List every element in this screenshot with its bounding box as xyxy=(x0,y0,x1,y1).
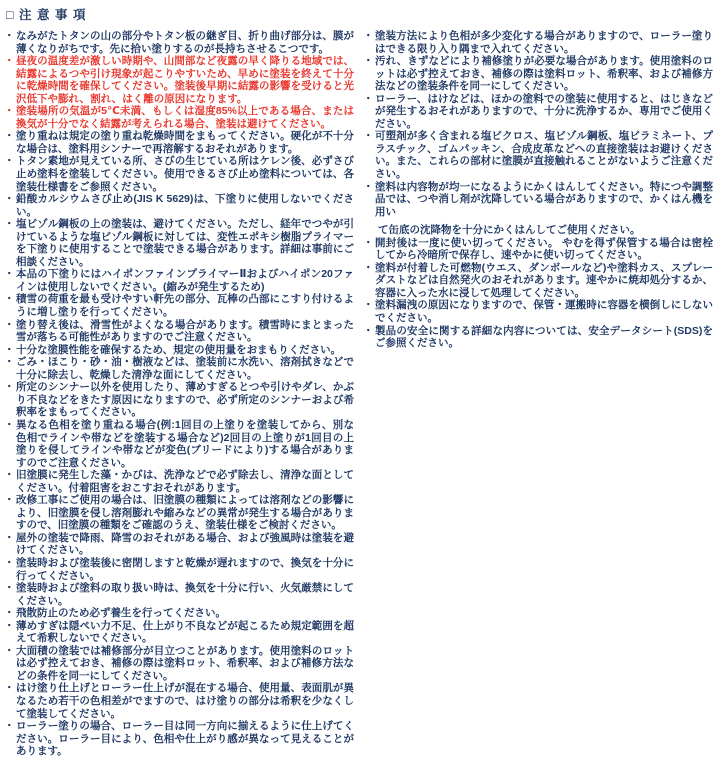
notice-item-text: 塗装方法により色相が多少変化する場合がありますので、ローラー塗りはできる限り入り隅まで入れてください。 xyxy=(375,30,713,55)
notice-item-text: 塗り重ねは規定の塗り重ね乾燥時間をまもってください。硬化が不十分な場合は、塗料用シンナーで再溶解するおそれがあります。 xyxy=(16,130,354,155)
left-column xyxy=(6,30,354,758)
notice-item xyxy=(6,193,354,218)
notice-item xyxy=(6,532,354,557)
notice-item xyxy=(6,419,354,469)
notice-item-text: 塩ビゾル鋼板の上の塗装は、避けてください。ただし、経年でつやが引けているような塩ビゾル鋼板に対しては、変性エポキシ樹脂プライマーを下塗りに使用することで塗装できる場合があります。詳細は事前にご相談ください。 xyxy=(16,218,354,268)
notice-item-text: 所定のシンナー以外を使用したり、薄めすぎるとつや引けやダレ、かぶり不良などをきたす原因になりますので、必ず所定のシンナーおよび希釈率をまもってください。 xyxy=(16,381,354,419)
notice-item-text: ローラー、はけなどは、ほかの塗料での塗装に使用すると、はじきなどが発生するおそれがありますので、十分に洗浄するか、専用でご使用ください。 xyxy=(375,92,713,130)
notice-list-left xyxy=(6,30,354,758)
notice-item-text: 積雪の荷重を最も受けやすい軒先の部分、瓦棒の凸部にこすり付けるように増し塗りを行ってください。 xyxy=(16,293,354,319)
notice-item-text: 旧塗膜に発生した藻・かびは、洗浄などで必ず除去し、清浄な面としてください。付着阻害をおこすおそれがあります。 xyxy=(16,469,354,494)
notice-item-text: 塗料が付着した可燃物(ウエス、ダンボールなど)や塗料カス、スプレーダストなどは自然発火のおそれがあります。速やかに焼却処分するか、容器に入った水に浸して処理してください。 xyxy=(375,261,713,299)
notice-item-text: トタン素地が見えている所、さびの生じている所はケレン後、必ずさび止め塗料を塗装してください。使用できるさび止め塗料については、各塗装仕様書をご参照ください。 xyxy=(16,155,354,193)
notice-item xyxy=(365,262,713,300)
notice-item xyxy=(6,645,354,683)
notice-item xyxy=(6,319,354,344)
notice-item xyxy=(365,30,713,55)
notice-item xyxy=(6,607,354,620)
notice-item-text: 薄めすぎは隠ぺい力不足、仕上がり不良などが起こるため規定範囲を超えて希釈しないでください。 xyxy=(16,619,354,645)
notice-item xyxy=(6,218,354,268)
notice-item-text: 製品の安全に関する詳細な内容については、安全データシート(SDS)をご参照ください。 xyxy=(375,324,713,350)
notice-item xyxy=(6,381,354,419)
notice-item-text: 汚れ、きずなどにより補修塗りが必要な場合があります。使用塗料のロットは必ず控えておき、補修の際は塗料ロット、希釈率、および補修方法などの塗装条件を同一にしてください。 xyxy=(375,55,713,93)
notice-item-text-continued: て缶底の沈降物を十分にかくはんしてご使用ください。 xyxy=(378,224,641,237)
notice-columns xyxy=(6,30,713,758)
notice-item-text: ローラー塗りの場合、ローラー目は同一方向に揃えるように仕上げてください。ローラー目により、色相や仕上がり感が異なって見えることがあります。 xyxy=(16,720,354,758)
notice-list-right xyxy=(365,30,713,350)
notice-item-text: 塗装場所の気温が5℃未満、もしくは湿度85%以上である場合、または換気が十分でなく結露が考えられる場合、塗装は避けてください。 xyxy=(16,105,354,130)
notice-item-text: 十分な塗膜性能を確保するため、規定の使用量をおまもりください。 xyxy=(16,343,342,356)
notice-item xyxy=(365,325,713,350)
notice-item xyxy=(6,155,354,193)
notice-item xyxy=(365,181,713,237)
notice-item xyxy=(6,30,354,55)
notice-item xyxy=(365,130,713,180)
notice-item-text: 開封後は一度に使い切ってください。 やむを得ず保管する場合は密栓してから冷暗所で保存し、速やかに使い切ってください。 xyxy=(375,236,713,262)
notice-item xyxy=(6,557,354,582)
notice-item-text: 大面積の塗装では補修部分が目立つことがあります。使用塗料のロットは必ず控えておき、補修の際は塗料ロット、希釈率、および補修方法などの条件を同一にしてください。 xyxy=(16,644,354,682)
right-column xyxy=(365,30,713,758)
notice-item-text: 塗料は内容物が均一になるようにかくはんしてください。特につや調整品では、つや消し剤が沈降している場合がありますので、かくはん機を用い xyxy=(375,180,713,218)
notice-item-text: 飛散防止のため必ず養生を行ってください。 xyxy=(16,607,226,620)
notice-item-text: 可塑剤が多く含まれる塩ビクロス、塩ビゾル鋼板、塩ビラミネート、プラスチック、ゴムパッキン、合成皮革などへの直接塗装はお避けください。また、これらの部材に塗膜が直接触れることがないようご注意ください。 xyxy=(375,130,713,181)
notice-item xyxy=(6,356,354,381)
notice-item-text: ごみ・ほこり・砂・油・樹液などは、塗装前に水洗い、溶剤拭きなどで十分に除去し、乾燥した清浄な面にしてください。 xyxy=(16,356,354,381)
notice-item xyxy=(365,299,713,324)
notice-item xyxy=(6,55,354,105)
notice-item-text: はけ塗り仕上げとローラー仕上げが混在する場合、使用量、表面肌が異なるため若干の色相差がでますので、はけ塗りの部分は希釈を少なくして塗装してください。 xyxy=(16,682,354,720)
notice-item xyxy=(6,582,354,607)
notice-item-text: 鉛酸カルシウムさび止め(JIS K 5629)は、下塗りに使用しないでください。 xyxy=(16,193,354,218)
notice-item xyxy=(6,720,354,758)
notice-item xyxy=(365,55,713,93)
notice-item-text: 塗装時および塗料の取り扱い時は、換気を十分に行い、火気厳禁にしてください。 xyxy=(16,582,354,607)
notice-item xyxy=(6,105,354,130)
notice-item-text: なみがたトタンの山の部分やトタン板の継ぎ目、折り曲げ部分は、膜が薄くなりがちです。先に拾い塗りするのが長持ちさせるこつです。 xyxy=(16,30,354,55)
notice-item-text: 屋外の塗装で降雨、降雪のおそれがある場合、および強風時は塗装を避けてください。 xyxy=(16,531,354,557)
notice-item-text: 改修工事にご使用の場合は、旧塗膜の種類によっては溶剤などの影響により、旧塗膜を侵し溶剤膨れや縮みなどの異常が発生する場合がありますので、旧塗膜の種類をご確認のうえ、塗装仕様をご検討ください。 xyxy=(16,494,354,532)
notice-item xyxy=(6,268,354,293)
notice-item xyxy=(6,469,354,494)
notice-item xyxy=(6,293,354,318)
notice-item-text: 昼夜の温度差が激しい時期や、山間部など夜露の早く降りる地域では、結露によるつや引け現象が起こりやすいため、早めに塗装を終えて十分に乾燥時間を確保してください。塗装後早期に結露の影響を受けると光沢低下や膨れ、割れ、はく離の原因になります。 xyxy=(16,55,354,105)
notice-item-text: 塗り替え後は、滑雪性がよくなる場合があります。積雪時にまとまった雪が落ちる可能性がありますのでご注意ください。 xyxy=(16,318,354,344)
notice-item-text: 本品の下塗りにはハイポンファインプライマーⅡおよびハイポン20ファインは使用しないでください。(縮みが発生するため) xyxy=(16,268,354,293)
notice-item-text: 塗料漏洩の原因になりますので、保管・運搬時に容器を横倒しにしないでください。 xyxy=(375,299,713,325)
notice-item xyxy=(6,344,354,357)
notice-item xyxy=(6,620,354,645)
notice-item xyxy=(6,682,354,720)
notice-item-text: 塗装時および塗装後に密閉しますと乾燥が遅れますので、換気を十分に行ってください。 xyxy=(16,556,354,582)
notice-item xyxy=(365,93,713,131)
notice-item xyxy=(6,130,354,155)
notice-item xyxy=(6,494,354,532)
notice-item xyxy=(365,237,713,262)
notice-item-text: 異なる色相を塗り重ねる場合(例:1回目の上塗りを塗装してから、別な色相でラインや帯などを塗装する場合など)2回目の上塗りが1回目の上塗りを侵してラインや帯などが変色(ブリードにより)する場合がありますのでご注意ください。 xyxy=(16,418,354,469)
page-title: □ 注 意 事 項 xyxy=(6,8,87,22)
